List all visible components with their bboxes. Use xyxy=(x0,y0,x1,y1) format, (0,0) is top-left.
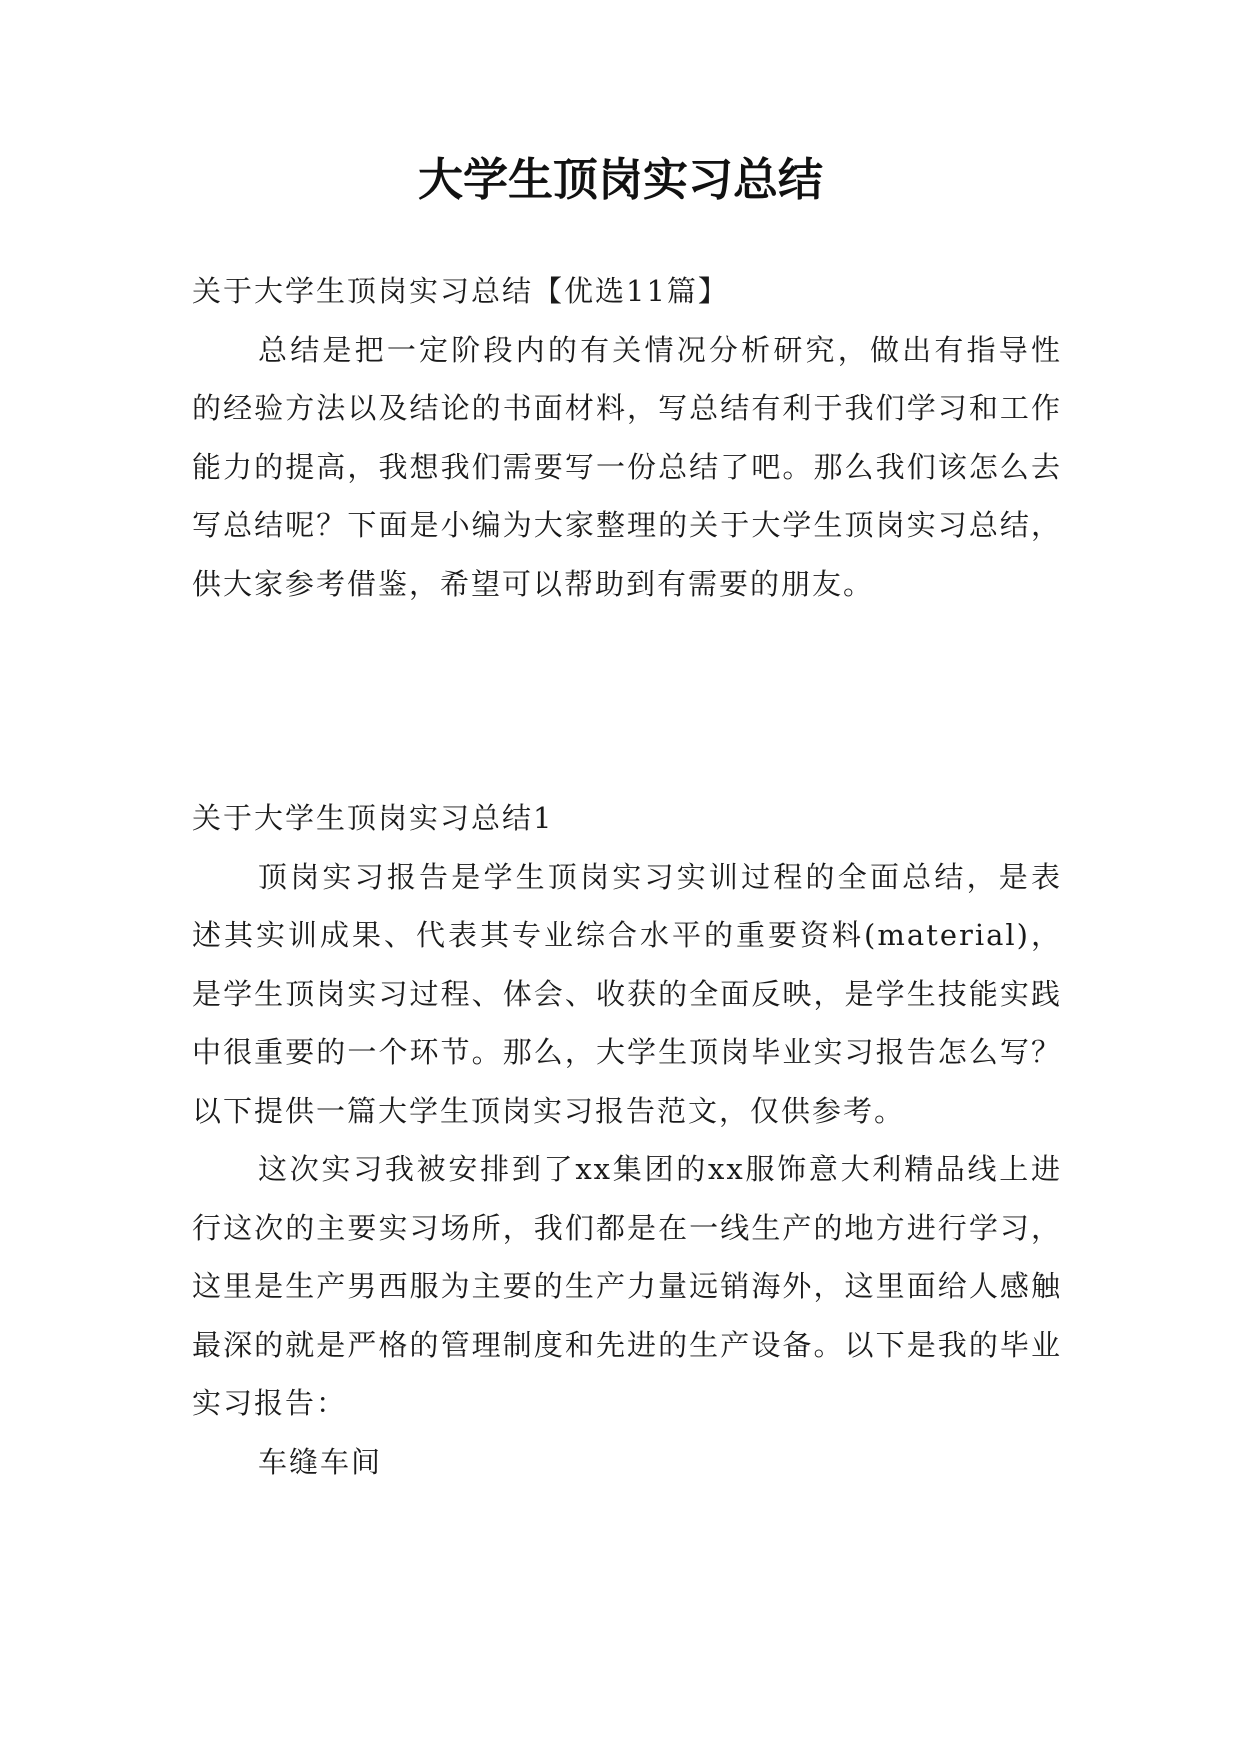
section-paragraph-1: 顶岗实习报告是学生顶岗实习实训过程的全面总结，是表述其实训成果、代表其专业综合水平的重要资料(material)，是学生顶岗实习过程、体会、收获的全面反映，是学生技能实践中很重要的一个环节。那么，大学生顶岗毕业实习报告怎么写？以下提供一篇大学生顶岗实习报告范文，仅供参考。 xyxy=(192,859,1062,1128)
section-paragraph-2: 这次实习我被安排到了xx集团的xx服饰意大利精品线上进行这次的主要实习场所，我们都是在一线生产的地方进行学习，这里是生产男西服为主要的生产力量远销海外，这里面给人感触最深的就是严格的管理制度和先进的生产设备。以下是我的毕业实习报告： xyxy=(192,1152,1062,1420)
section-heading: 关于大学生顶岗实习总结1 xyxy=(192,801,554,835)
document-subtitle: 关于大学生顶岗实习总结【优选11篇】 xyxy=(192,274,729,308)
section-paragraph-3: 车缝车间 xyxy=(258,1444,383,1479)
document-body xyxy=(192,262,1062,1491)
intro-paragraph: 总结是把一定阶段内的有关情况分析研究，做出有指导性的经验方法以及结论的书面材料，写总结有利于我们学习和工作能力的提高，我想我们需要写一份总结了吧。那么我们该怎么去写总结呢？下面是小编为大家整理的关于大学生顶岗实习总结，供大家参考借鉴，希望可以帮助到有需要的朋友。 xyxy=(192,332,1062,601)
document-title: 大学生顶岗实习总结 xyxy=(417,153,823,206)
